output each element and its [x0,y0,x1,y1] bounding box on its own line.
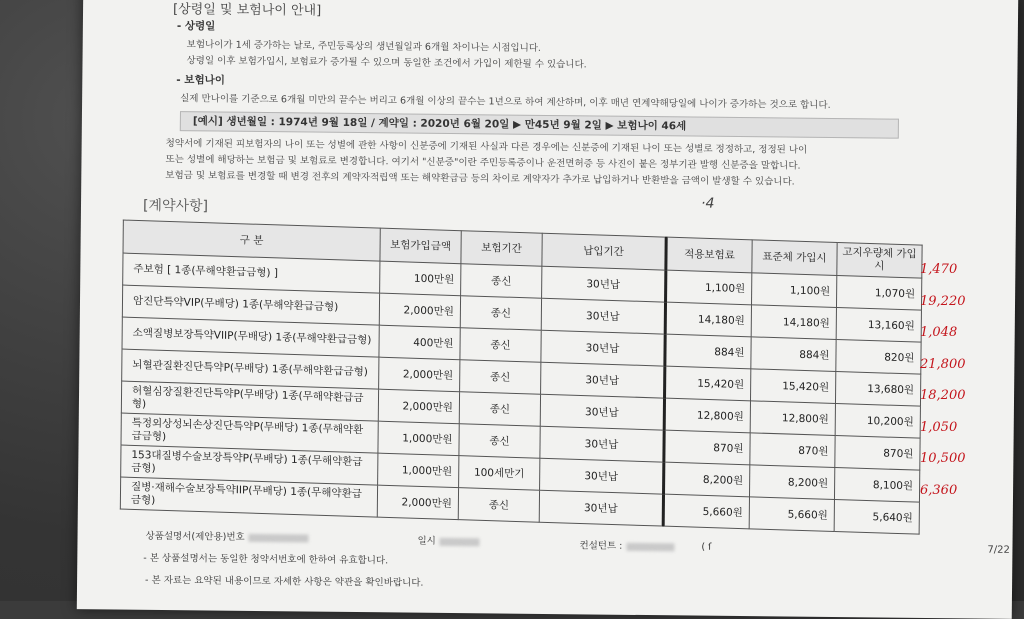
handwritten-note: 1,470 [920,262,958,277]
col-pay-period: 납입기간 [542,233,666,270]
preferred-premium: 13,680원 [835,371,920,406]
coverage-period: 종신 [461,264,542,299]
page-number: 7/22 [987,544,1010,556]
standard-premium: 870원 [750,433,835,468]
payment-period: 30년납 [540,426,664,462]
coverage-amount: 2,000만원 [377,485,458,520]
payment-period: 30년납 [541,298,665,334]
preferred-premium: 820원 [836,339,921,374]
coverage-amount: 1,000만원 [378,453,459,488]
preferred-premium: 1,070원 [836,275,921,310]
insurance-age-line: 실제 만나이를 기준으로 6개월 미만의 끝수는 버리고 6개월 이상의 끝수는 1년으로 하여 계산하며, 이후 매년 연계약해당일에 나이가 증가하는 것으로 합니다. [180,93,831,111]
consultant-label: 컨설턴트 : [579,540,623,552]
contract-table [120,220,923,535]
redacted-consultant [626,542,674,551]
coverage-name: 153대질병수술보장특약P(무배당) 1종(무해약환급금형) [121,445,378,485]
handwritten-note: 1,050 [920,419,958,435]
notice-line-3: 보험금 및 보험료를 변경할 때 변경 전후의 계약자적립액 또는 해약환급금 등의 차이로 계약자가 추가로 납입하거나 반환받을 금액이 발생할 수 있습니다. [165,169,795,188]
standard-premium: 15,420원 [750,369,835,404]
date-field [417,533,480,548]
preferred-premium: 8,100원 [834,467,919,502]
col-period: 보험기간 [461,231,542,267]
handwritten-note: 1,048 [920,325,958,340]
standard-premium: 1,100원 [752,273,837,308]
document-page [89,0,1010,605]
payment-period: 30년납 [541,362,665,398]
handwritten-note: 6,360 [920,482,958,498]
preferred-premium: 10,200원 [835,403,920,438]
product-doc-label: 상품설명서(제안용)번호 [145,530,245,543]
footer-note-2: - 본 자료는 요약된 내용이므로 자세한 사항은 약관을 확인바랍니다. [145,574,424,589]
applied-premium: 870원 [664,430,750,465]
standard-premium: 14,180원 [751,305,836,340]
handwritten-note: 21,800 [920,356,966,372]
coverage-period: 종신 [459,424,540,459]
notice-line-2: 또는 성별에 해당하는 보험금 및 보험료로 변경합니다. 여기서 "신분증"이란 주민등록증이나 운전면허증 등 사진이 붙은 정부기관 발행 신분증을 말합니다. [165,153,801,172]
col-applied-premium: 적용보험료 [666,237,752,273]
handwritten-mark: ·4 [700,195,715,212]
coverage-amount: 100만원 [380,261,461,296]
example-box: [예시] 생년월일 : 1974년 9월 18일 / 계약일 : 2020년 6월 20일 ▶ 만45년 9월 2일 ▶ 보험나이 46세 [180,111,899,139]
standard-premium: 8,200원 [749,465,834,500]
handwritten-note: 18,200 [920,388,966,403]
preferred-premium: 5,640원 [834,499,919,534]
coverage-period: 100세만기 [459,456,540,491]
col-category: 구 분 [123,220,380,261]
handwritten-note: 19,220 [920,293,966,309]
footer-note-1: - 본 상품설명서는 동일한 청약서번호에 한하여 유효합니다. [143,552,389,567]
redacted-number [249,533,309,542]
col-standard-premium: 표준체 가입시 [752,240,837,276]
standard-premium: 884원 [751,337,836,372]
coverage-period: 종신 [460,296,541,331]
contract-section-title: [계약사항] [142,197,209,215]
applied-premium: 15,420원 [665,366,751,401]
consultant-field [579,537,711,552]
coverage-amount: 2,000만원 [379,357,460,392]
insurance-age-heading: - 보험나이 [176,74,225,87]
coverage-name: 특정외상성뇌손상진단특약P(무배당) 1종(무해약환급금형) [121,413,378,453]
applied-premium: 1,100원 [666,270,752,305]
sangryeongil-line-1: 보험나이가 1세 증가하는 날로, 주민등록상의 생년월일과 6개월 차이나는 시점입니다. [186,39,542,54]
applied-premium: 12,800원 [664,398,750,433]
handwritten-note: 10,500 [920,451,966,466]
applied-premium: 5,660원 [663,494,749,529]
coverage-name: 허혈심장질환진단특약P(무배당) 1종(무해약환급금형) [121,381,378,421]
coverage-period: 종신 [460,328,541,363]
payment-period: 30년납 [542,266,666,302]
consultant-paren: ( ſ [701,541,712,553]
standard-premium: 12,800원 [750,401,835,436]
preferred-premium: 13,160원 [836,307,921,342]
coverage-name: 주보험 [ 1종(무해약환급금형) ] [123,253,380,293]
applied-premium: 8,200원 [664,462,750,497]
coverage-period: 종신 [460,360,541,395]
coverage-amount: 400만원 [379,325,460,360]
payment-period: 30년납 [541,330,665,366]
coverage-name: 질병·재해수술보장특약IIP(무배당) 1종(무해약환급금형) [120,477,377,517]
coverage-name: 암진단특약VIP(무배당) 1종(무해약환급금형) [122,285,379,325]
notice-line-1: 청약서에 기재된 피보험자의 나이 또는 성별에 관한 사항이 신분증에 기재된 사실과 다른 경우에는 신분증에 기재된 나이 또는 성별로 정정하고, 정정된 나이 [165,137,808,156]
preferred-premium: 870원 [835,435,920,470]
coverage-name: 소액질병보장특약VIIP(무배당) 1종(무해약환급금형) [122,317,379,357]
coverage-amount: 2,000만원 [378,389,459,424]
standard-premium: 5,660원 [749,497,834,532]
section-title: [상령일 및 보험나이 안내] [172,2,322,19]
redacted-date [440,537,480,545]
date-label: 일시 [417,535,436,547]
document-paper [77,0,1018,619]
col-amount: 보험가입금액 [380,228,461,264]
payment-period: 30년납 [540,394,664,430]
coverage-period: 종신 [458,488,539,523]
col-preferred-premium: 고지우량체 가입시 [837,242,922,278]
product-doc-number [145,528,308,544]
sangryeongil-line-2: 상령일 이후 보험가입시, 보험료가 증가될 수 있으며 동일한 조건에서 가입이 제한될 수 있습니다. [186,55,587,71]
coverage-name: 뇌혈관질환진단특약P(무배당) 1종(무해약환급금형) [122,349,379,389]
sangryeongil-heading: - 상령일 [176,20,216,33]
coverage-period: 종신 [459,392,540,427]
payment-period: 30년납 [540,458,664,494]
coverage-amount: 2,000만원 [379,293,460,328]
payment-period: 30년납 [539,490,663,526]
applied-premium: 884원 [665,334,751,369]
coverage-amount: 1,000만원 [378,421,459,456]
applied-premium: 14,180원 [665,302,751,337]
